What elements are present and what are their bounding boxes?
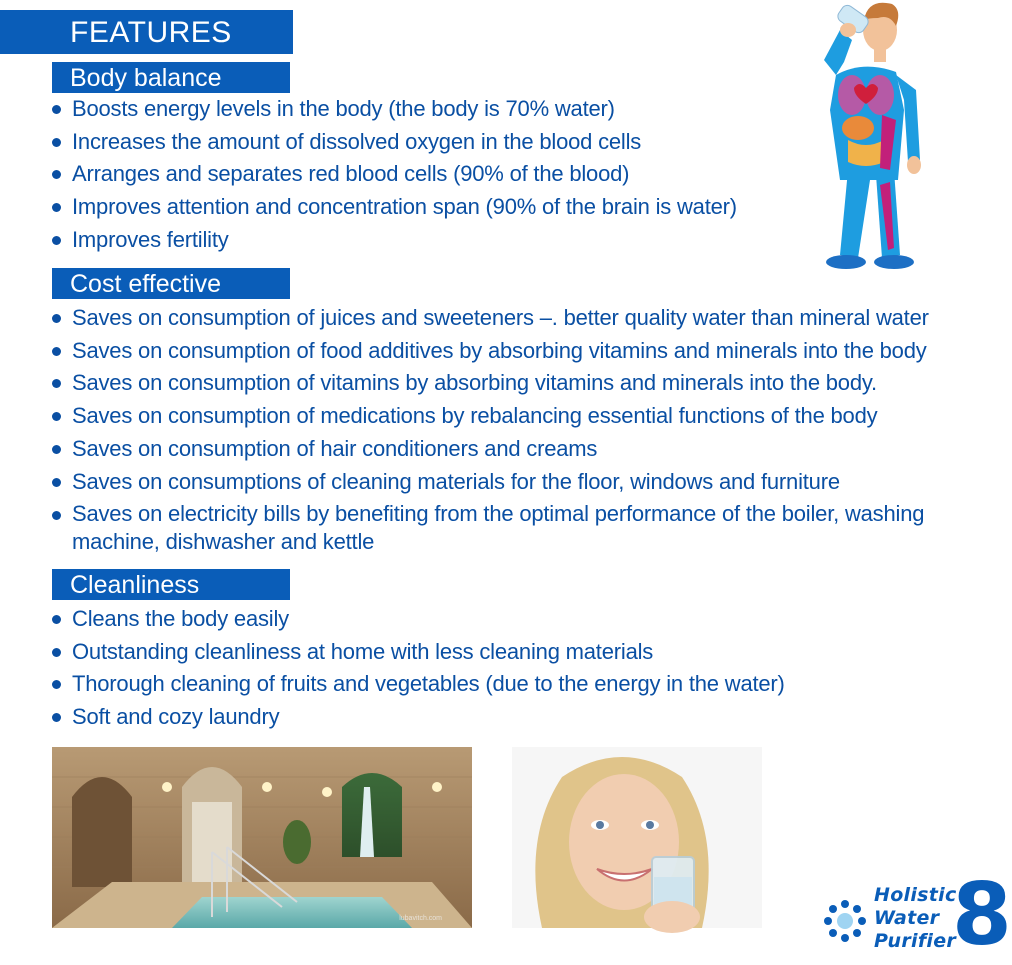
cost-effective-list bbox=[50, 302, 942, 556]
brand-line2: Water bbox=[874, 907, 940, 929]
section-heading-cost-effective: Cost effective bbox=[52, 268, 290, 299]
indoor-pool-photo bbox=[52, 747, 472, 928]
list-item: Saves on consumption of medications by rebalancing essential functions of the body bbox=[50, 400, 942, 433]
list-item: Saves on consumption of juices and sweeteners –. better quality water than mineral water bbox=[50, 302, 942, 335]
photo-credit: lubavitch.com bbox=[399, 915, 442, 922]
page-title: FEATURES bbox=[0, 10, 293, 54]
list-item: Arranges and separates red blood cells (90% of the blood) bbox=[50, 158, 737, 191]
list-item: Saves on consumption of food additives by absorbing vitamins and minerals into the body bbox=[50, 335, 942, 368]
page-number: 8 bbox=[952, 865, 1012, 965]
list-item: Increases the amount of dissolved oxygen in the blood cells bbox=[50, 126, 737, 159]
list-item: Improves attention and concentration span (90% of the brain is water) bbox=[50, 191, 737, 224]
list-item: Thorough cleaning of fruits and vegetables (due to the energy in the water) bbox=[50, 668, 785, 701]
list-item: Saves on electricity bills by benefiting from the optimal performance of the boiler, washing machine, dishwasher and kettle bbox=[50, 498, 942, 556]
list-item: Soft and cozy laundry bbox=[50, 701, 785, 734]
brand-logo bbox=[818, 865, 1012, 965]
list-item: Saves on consumption of vitamins by absorbing vitamins and minerals into the body. bbox=[50, 367, 942, 400]
brand-line3: Purifier bbox=[874, 930, 957, 952]
woman-with-glass-of-water-photo bbox=[512, 747, 762, 928]
brand-line1: Holistic bbox=[874, 884, 957, 906]
section-heading-body-balance: Body balance bbox=[52, 62, 290, 93]
list-item: Improves fertility bbox=[50, 224, 737, 257]
water-drop-ring-icon bbox=[822, 898, 868, 944]
list-item: Saves on consumptions of cleaning materials for the floor, windows and furniture bbox=[50, 466, 942, 499]
list-item: Outstanding cleanliness at home with less cleaning materials bbox=[50, 636, 785, 669]
body-balance-list bbox=[50, 93, 737, 257]
list-item: Cleans the body easily bbox=[50, 603, 785, 636]
list-item: Boosts energy levels in the body (the body is 70% water) bbox=[50, 93, 737, 126]
brand-name bbox=[874, 884, 957, 953]
man-drinking-water-illustration bbox=[818, 0, 938, 275]
list-item: Saves on consumption of hair conditioners and creams bbox=[50, 433, 942, 466]
cleanliness-list bbox=[50, 603, 785, 734]
section-heading-cleanliness: Cleanliness bbox=[52, 569, 290, 600]
